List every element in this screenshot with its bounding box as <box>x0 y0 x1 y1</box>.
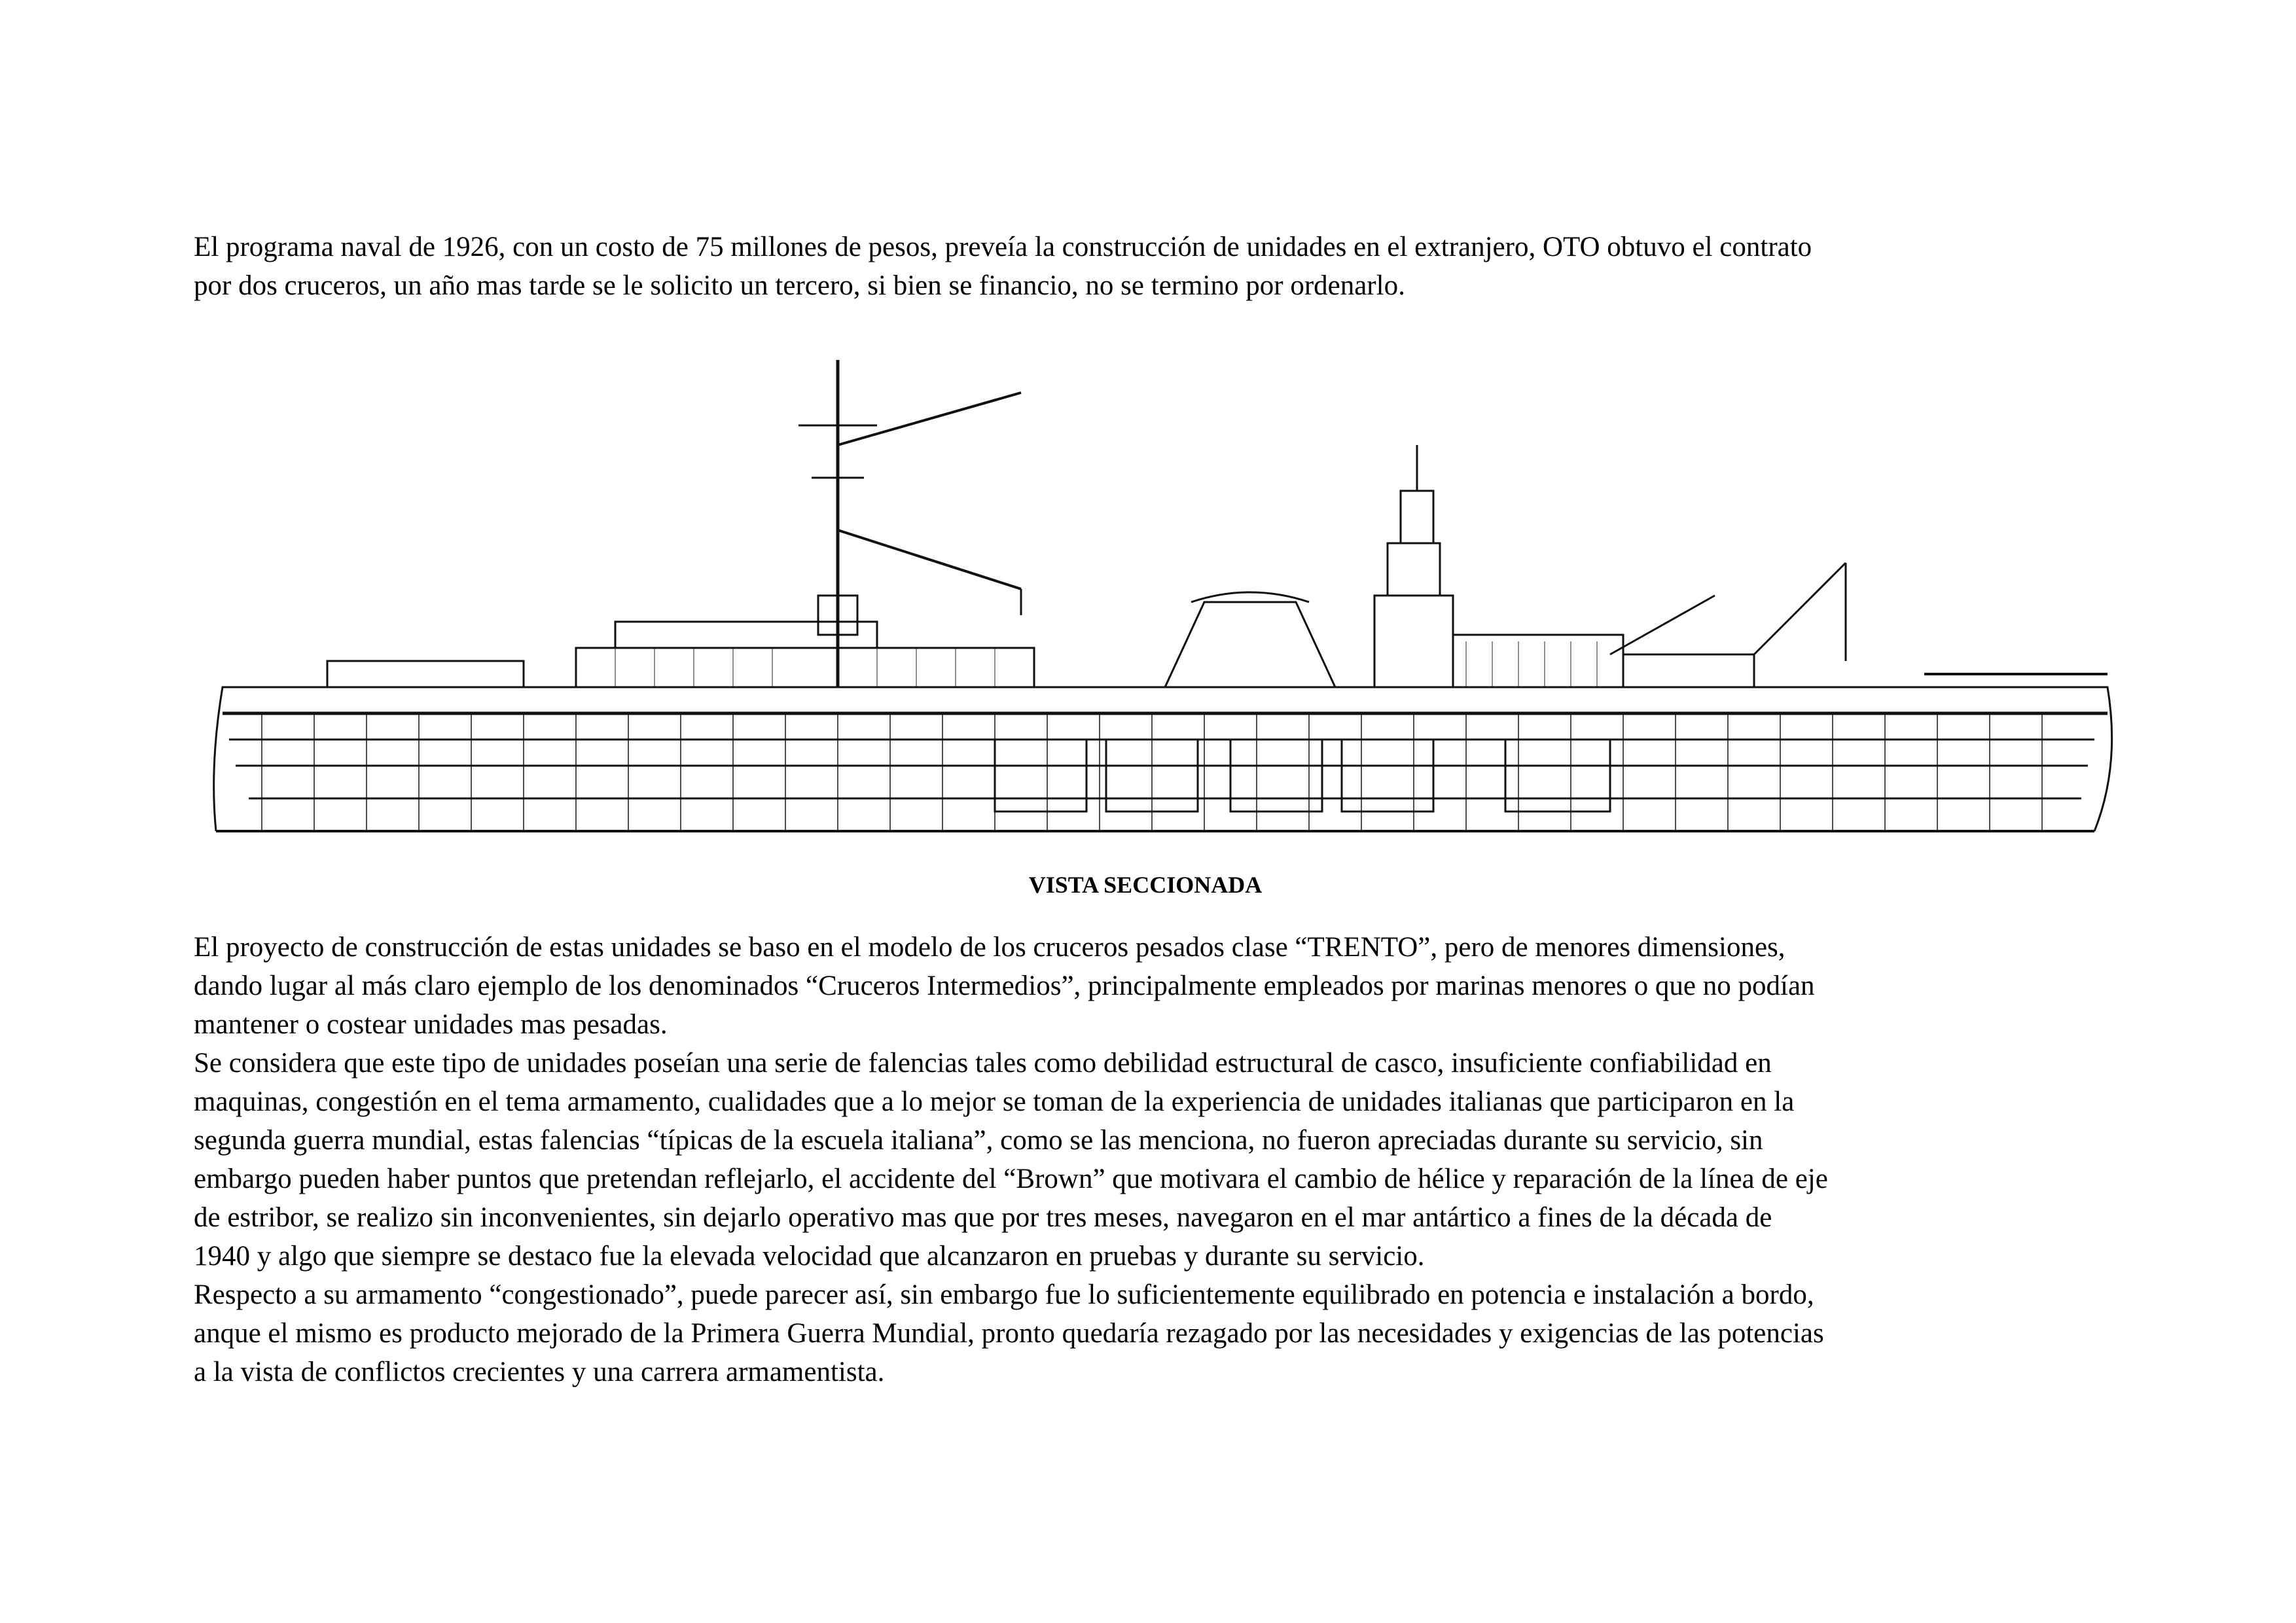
text-line: dando lugar al más claro ejemplo de los denominados “Cruceros Intermedios”, principalmente empleados por marinas menores o que no podían <box>194 971 1815 1001</box>
figure-caption: VISTA SECCIONADA <box>1028 872 1263 898</box>
text-line: 1940 y algo que siempre se destaco fue la elevada velocidad que alcanzaron en pruebas y durante su servicio. <box>194 1241 1425 1272</box>
body-paragraph <box>194 928 2118 1391</box>
intro-paragraph <box>194 228 2118 305</box>
text-line: segunda guerra mundial, estas falencias “típicas de la escuela italiana”, como se las menciona, no fueron apreciadas durante su servicio, sin <box>194 1125 1763 1156</box>
text-line: Respecto a su armamento “congestionado”, puede parecer así, sin embargo fue lo suficientemente equilibrado en potencia e instalación a bordo, <box>194 1279 1814 1310</box>
text-line: por dos cruceros, un año mas tarde se le solicito un tercero, si bien se financio, no se termino por ordenarlo. <box>194 270 1405 301</box>
text-line: Se considera que este tipo de unidades poseían una serie de falencias tales como debilidad estructural de casco, insuficiente confiabilidad en <box>194 1048 1772 1079</box>
text-line: de estribor, se realizo sin inconvenientes, sin dejarlo operativo mas que por tres meses, navegaron en el mar antártico a fines de la década de <box>194 1202 1772 1233</box>
text-line: maquinas, congestión en el tema armamento, cualidades que a lo mejor se toman de la experiencia de unidades italianas que participaron en la <box>194 1086 1795 1117</box>
text-line: El proyecto de construcción de estas unidades se baso en el modelo de los cruceros pesados clase “TRENTO”, pero de menores dimensiones, <box>194 932 1785 963</box>
text-line: embargo pueden haber puntos que pretendan reflejarlo, el accidente del “Brown” que motivara el cambio de hélice y reparación de la línea de eje <box>194 1164 1828 1194</box>
text-line: El programa naval de 1926, con un costo de 75 millones de pesos, preveía la construcción de unidades en el extranjero, OTO obtuvo el contrato <box>194 232 1812 262</box>
ship-cross-section-drawing <box>209 347 2121 870</box>
text-line: mantener o costear unidades mas pesadas. <box>194 1009 668 1040</box>
text-line: a la vista de conflictos crecientes y una carrera armamentista. <box>194 1357 885 1387</box>
text-line: anque el mismo es producto mejorado de la Primera Guerra Mundial, pronto quedaría rezagado por las necesidades y exigencias de las potencias <box>194 1318 1824 1349</box>
